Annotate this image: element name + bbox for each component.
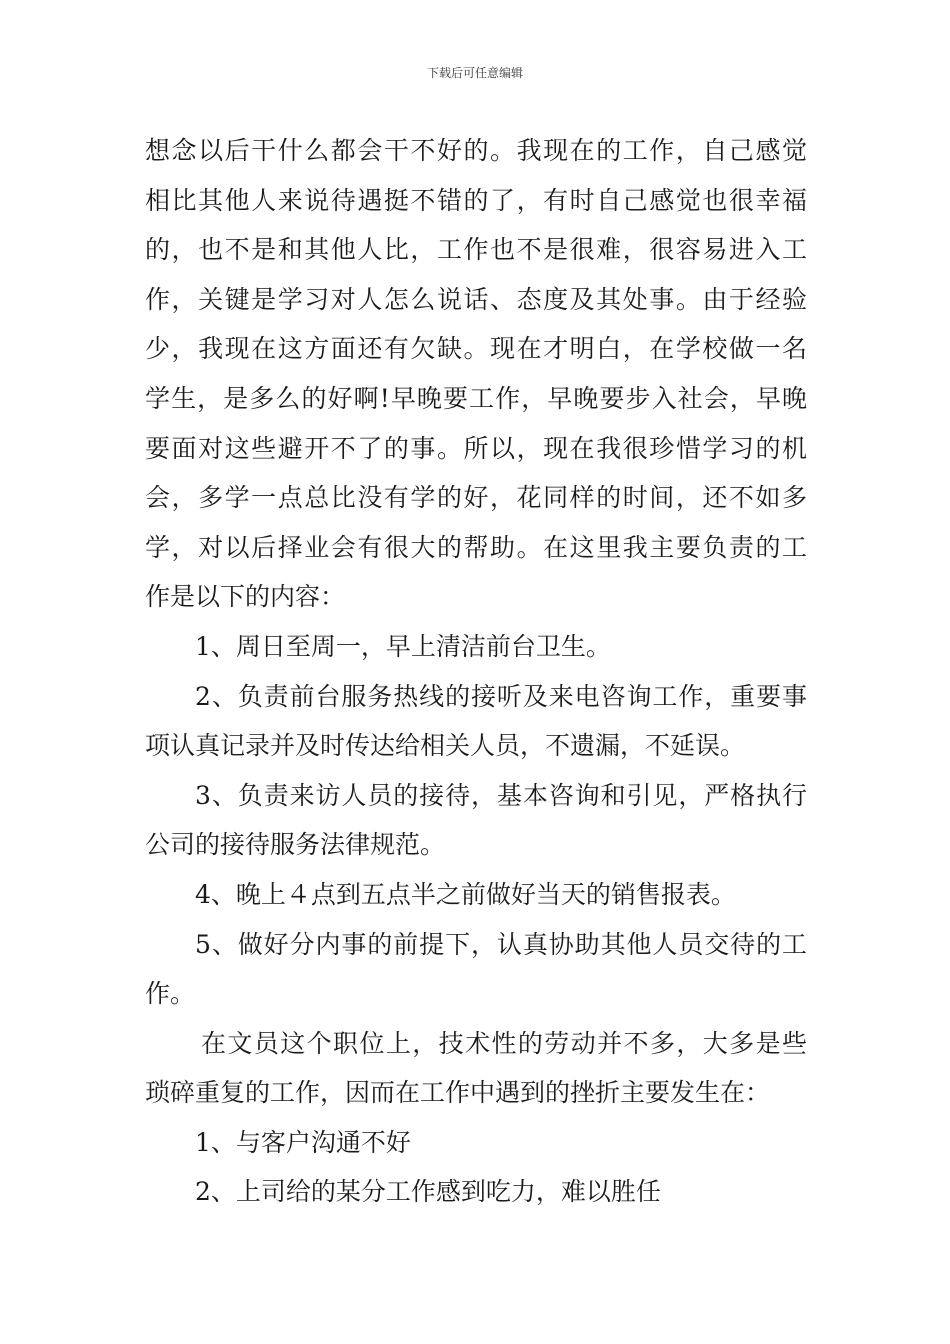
document-body	[145, 126, 807, 1217]
paragraph-line: 要面对这些避开不了的事。所以，现在我很珍惜学习的机	[145, 433, 807, 463]
paragraph-line: 少，我现在这方面还有欠缺。现在才明白，在学校做一名	[145, 334, 807, 364]
page-header: 下载后可任意编辑	[426, 66, 523, 80]
list-item: 2、上司给的某分工作感到吃力，难以胜任	[195, 1177, 661, 1207]
list-item-continuation: 项认真记录并及时传达给相关人员，不遗漏，不延误。	[145, 731, 746, 761]
paragraph-line: 学，对以后择业会有很大的帮助。在这里我主要负责的工	[145, 532, 807, 562]
list-item: 5、做好分内事的前提下，认真协助其他人员交待的工	[195, 929, 807, 959]
list-item-continuation: 公司的接待服务法律规范。	[145, 830, 446, 860]
paragraph-line: 学生，是多么的好啊!早晚要工作，早晚要步入社会，早晚	[145, 383, 807, 413]
paragraph-line: 琐碎重复的工作，因而在工作中遇到的挫折主要发生在：	[145, 1078, 771, 1108]
list-item: 1、与客户沟通不好	[195, 1127, 411, 1157]
paragraph-line: 想念以后干什么都会干不好的。我现在的工作，自己感觉	[145, 136, 807, 165]
paragraph-line: 相比其他人来说待遇挺不错的了，有时自己感觉也很幸福	[145, 185, 807, 215]
list-item: 2、负责前台服务热线的接听及来电咨询工作，重要事	[195, 681, 807, 711]
list-item: 1、周日至周一，早上清洁前台卫生。	[195, 631, 611, 661]
paragraph-line: 在文员这个职位上，技术性的劳动并不多，大多是些	[201, 1028, 807, 1058]
paragraph-line: 作是以下的内容：	[145, 582, 346, 612]
list-item-continuation: 作。	[145, 979, 196, 1009]
paragraph-line: 会，多学一点总比没有学的好，花同样的时间，还不如多	[145, 483, 807, 513]
list-item: 4、晚上４点到五点半之前做好当天的销售报表。	[195, 879, 736, 909]
paragraph-line: 的，也不是和其他人比，工作也不是很难，很容易进入工	[145, 235, 807, 265]
list-item: 3、负责来访人员的接待，基本咨询和引见，严格执行	[195, 780, 807, 810]
paragraph-line: 作，关键是学习对人怎么说话、态度及其处事。由于经验	[145, 284, 807, 314]
